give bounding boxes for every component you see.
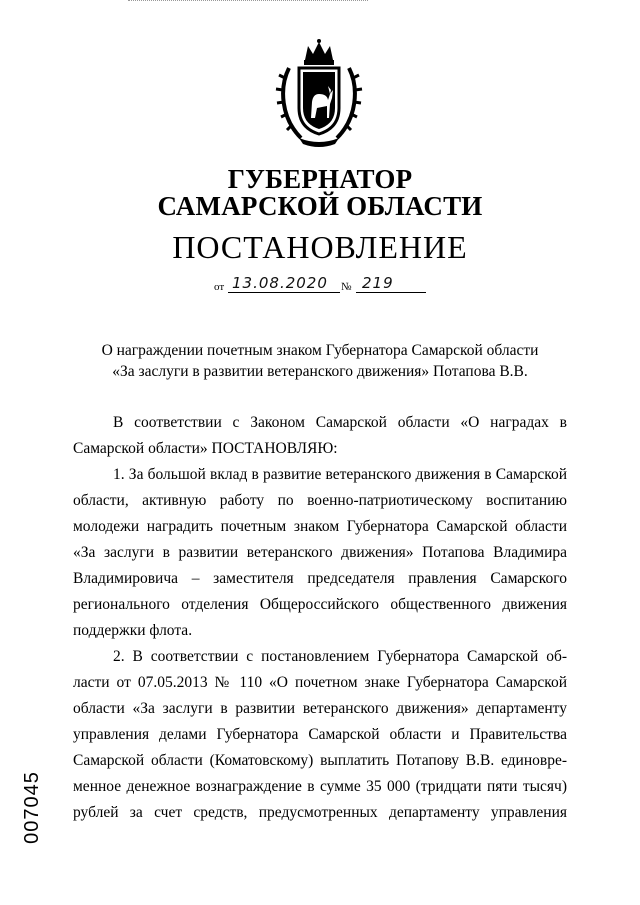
clause-2-line: ласти от 07.05.2013 № 110 «О почетном знаке Губернатора Самарской xyxy=(73,674,567,691)
date-number-line xyxy=(210,274,430,298)
subject-line-1: О награждении почетным знаком Губернатора Самарской области xyxy=(101,342,539,359)
clause-2-line: 2. В соответствии с постановлением Губернатора Самарской об- xyxy=(113,648,567,665)
subject-line-2: «За заслуги в развитии ветеранского движения» Потапова В.В. xyxy=(112,363,528,380)
clause-1-line: области, активную работу по военно-патриотическому воспитанию xyxy=(73,492,567,509)
scan-artifact xyxy=(128,0,368,4)
number-prefix: № xyxy=(341,281,352,293)
date-underline xyxy=(228,292,340,293)
clause-1-line: «За заслуги в развитии ветеранского движения» Потапова Владимира xyxy=(73,544,567,561)
intro-line-1: В соответствии с Законом Самарской области «О наградах в xyxy=(113,414,567,431)
document-body xyxy=(73,410,567,826)
clause-2-line: менное денежное вознаграждение в сумме 35 000 (тридцати пяти тысяч) xyxy=(73,778,567,795)
clause-1-line: регионального отделения Общероссийского общественного движения xyxy=(73,596,567,613)
document-type: ПОСТАНОВЛЕНИЕ xyxy=(172,229,468,265)
clause-2-line: Самарской области (Коматовскому) выплатить Потапову В.В. единовре- xyxy=(73,752,567,769)
number-value: 219 xyxy=(362,274,394,292)
clause-1-line: поддержки флота. xyxy=(73,622,193,639)
number-underline xyxy=(356,292,426,293)
date-value: 13.08.2020 xyxy=(232,274,328,292)
issuer-title-line1: ГУБЕРНАТОР xyxy=(227,164,413,194)
clause-1-line: 1. За большой вклад в развитие ветеранского движения в Самарской xyxy=(113,466,567,483)
registration-stamp xyxy=(22,768,52,848)
clause-2-line: рублей за счет средств, предусмотренных департаменту управления xyxy=(73,804,567,821)
clause-2-line: области «За заслуги в развитии ветеранского движения» департаменту xyxy=(73,700,567,717)
intro-line-2: Самарской области» ПОСТАНОВЛЯЮ: xyxy=(73,440,338,457)
clause-1-line: молодежи наградить почетным знаком Губернатора Самарской области xyxy=(73,518,567,535)
registration-number: 007045 xyxy=(20,771,43,844)
issuer-title-line2: САМАРСКОЙ ОБЛАСТИ xyxy=(157,191,483,221)
date-prefix: от xyxy=(214,281,225,293)
clause-2-line: управления делами Губернатора Самарской области и Правительства xyxy=(73,726,567,743)
coat-of-arms-emblem xyxy=(275,38,363,148)
document-subject xyxy=(70,340,570,382)
clause-1-line: Владимировича – заместителя председателя правления Самарского xyxy=(73,570,567,587)
